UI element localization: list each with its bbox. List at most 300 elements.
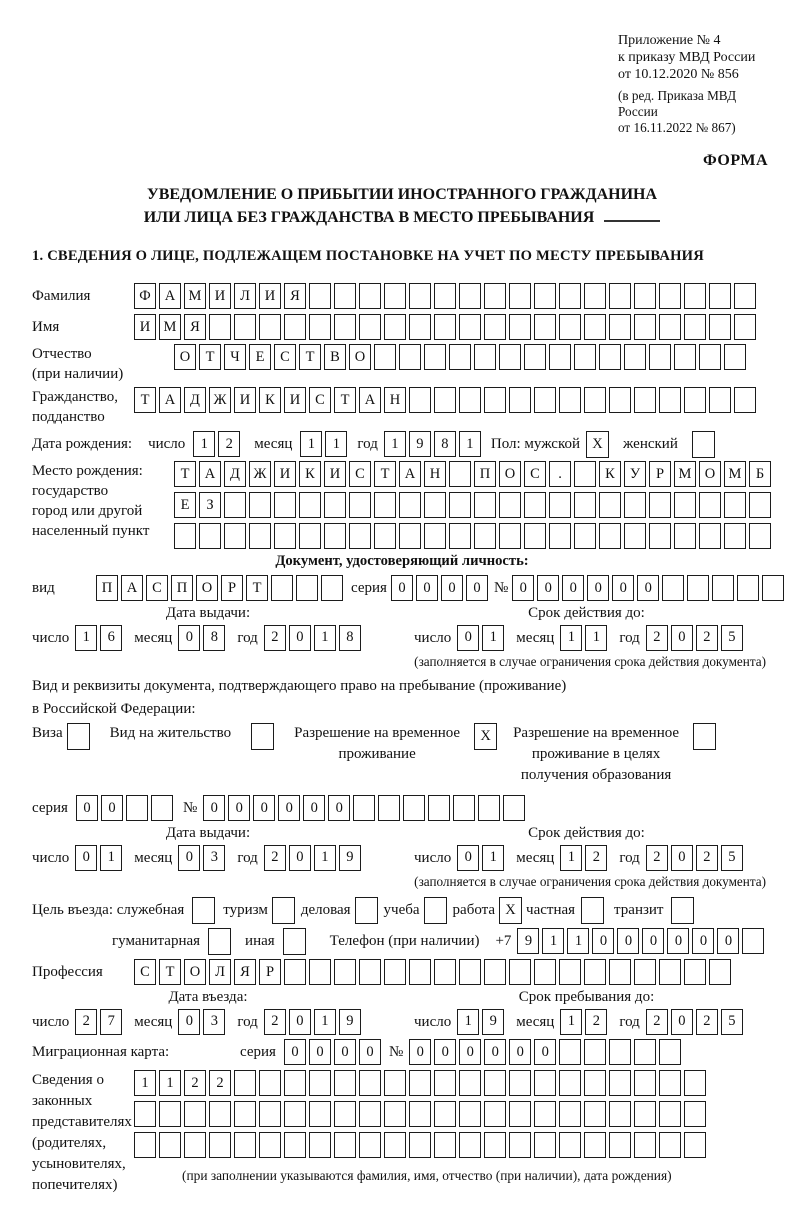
representatives-cells-3-cell-7[interactable] (309, 1132, 331, 1158)
representatives-cells-1-cell-15[interactable] (509, 1070, 531, 1096)
temp-residence-edu-checkbox[interactable] (693, 723, 716, 750)
profession-cells-cell-21[interactable] (659, 959, 681, 985)
citizenship-cells-cell-0[interactable]: Т (134, 387, 156, 413)
birth-month-cells-cell-0[interactable]: 1 (300, 431, 322, 457)
doc-kind-cells[interactable] (96, 575, 343, 601)
representatives-cells-3-cell-6[interactable] (284, 1132, 306, 1158)
stay-day-cells-cell-0[interactable]: 1 (457, 1009, 479, 1035)
doc-series-cells-cell-1[interactable]: 0 (416, 575, 438, 601)
profession-cells-cell-20[interactable] (634, 959, 656, 985)
profession-cells-cell-1[interactable]: Т (159, 959, 181, 985)
citizenship-cells[interactable] (134, 387, 756, 413)
profession-cells-cell-11[interactable] (409, 959, 431, 985)
mig-number-cells-cell-3[interactable]: 0 (484, 1039, 506, 1065)
phone-cells-cell-7[interactable]: 0 (692, 928, 714, 954)
birth-place-cells-1-cell-1[interactable]: А (199, 461, 221, 487)
citizenship-cells-cell-11[interactable] (409, 387, 431, 413)
patronymic-cells-cell-11[interactable] (449, 344, 471, 370)
representatives-cells-2-cell-22[interactable] (684, 1101, 706, 1127)
id-issue-year-cells-cell-1[interactable]: 0 (289, 625, 311, 651)
surname-cells-cell-24[interactable] (734, 283, 756, 309)
given-name-cells-cell-1[interactable]: М (159, 314, 181, 340)
citizenship-cells-cell-2[interactable]: Д (184, 387, 206, 413)
birth-place-cells-1-cell-10[interactable]: Н (424, 461, 446, 487)
profession-cells-cell-8[interactable] (334, 959, 356, 985)
representatives-cells-3-cell-19[interactable] (609, 1132, 631, 1158)
citizenship-cells-cell-7[interactable]: С (309, 387, 331, 413)
res-number-cells-cell-1[interactable]: 0 (228, 795, 250, 821)
entry-day-cells[interactable] (75, 1009, 122, 1035)
citizenship-cells-cell-13[interactable] (459, 387, 481, 413)
representatives-cells-1-cell-8[interactable] (334, 1070, 356, 1096)
birth-place-cells-1-cell-6[interactable]: И (324, 461, 346, 487)
citizenship-cells-cell-4[interactable]: И (234, 387, 256, 413)
res-number-cells-cell-12[interactable] (503, 795, 525, 821)
profession-cells-cell-22[interactable] (684, 959, 706, 985)
patronymic-cells-cell-16[interactable] (574, 344, 596, 370)
birth-place-cells-3-cell-21[interactable] (699, 523, 721, 549)
birth-place-cells-3-cell-18[interactable] (624, 523, 646, 549)
representatives-cells-3-cell-16[interactable] (534, 1132, 556, 1158)
birth-year-cells-cell-3[interactable]: 1 (459, 431, 481, 457)
doc-number-cells-cell-8[interactable] (712, 575, 734, 601)
representatives-cells-3-cell-13[interactable] (459, 1132, 481, 1158)
surname-cells-cell-20[interactable] (634, 283, 656, 309)
phone-cells-cell-5[interactable]: 0 (642, 928, 664, 954)
entry-month-cells-cell-0[interactable]: 0 (178, 1009, 200, 1035)
profession-cells-cell-16[interactable] (534, 959, 556, 985)
birth-place-cells-2-cell-21[interactable] (699, 492, 721, 518)
surname-cells-cell-0[interactable]: Ф (134, 283, 156, 309)
mig-number-cells-cell-9[interactable] (634, 1039, 656, 1065)
phone-cells-cell-1[interactable]: 1 (542, 928, 564, 954)
purpose-tourism-checkbox[interactable] (272, 897, 295, 924)
given-name-cells-cell-2[interactable]: Я (184, 314, 206, 340)
birth-place-cells-1-cell-17[interactable]: К (599, 461, 621, 487)
representatives-cells-3-cell-8[interactable] (334, 1132, 356, 1158)
birth-place-cells-2-cell-23[interactable] (749, 492, 771, 518)
given-name-cells-cell-24[interactable] (734, 314, 756, 340)
stay-month-cells[interactable] (560, 1009, 607, 1035)
doc-number-cells-cell-0[interactable]: 0 (512, 575, 534, 601)
profession-cells-cell-18[interactable] (584, 959, 606, 985)
given-name-cells-cell-23[interactable] (709, 314, 731, 340)
profession-cells-cell-6[interactable] (284, 959, 306, 985)
id-issue-month-cells-cell-0[interactable]: 0 (178, 625, 200, 651)
birth-place-cells-3-cell-0[interactable] (174, 523, 196, 549)
patronymic-cells-cell-5[interactable]: Т (299, 344, 321, 370)
representatives-cells-1-cell-22[interactable] (684, 1070, 706, 1096)
birth-place-cells-2-cell-12[interactable] (474, 492, 496, 518)
profession-cells-cell-15[interactable] (509, 959, 531, 985)
representatives-cells-1-cell-7[interactable] (309, 1070, 331, 1096)
representatives-cells-3-cell-20[interactable] (634, 1132, 656, 1158)
mig-series-cells-cell-0[interactable]: 0 (284, 1039, 306, 1065)
citizenship-cells-cell-10[interactable]: Н (384, 387, 406, 413)
citizenship-cells-cell-19[interactable] (609, 387, 631, 413)
birth-place-cells-2-cell-4[interactable] (274, 492, 296, 518)
patronymic-cells-cell-15[interactable] (549, 344, 571, 370)
mig-number-cells[interactable] (409, 1039, 681, 1065)
representatives-cells-2-cell-12[interactable] (434, 1101, 456, 1127)
entry-year-cells-cell-2[interactable]: 1 (314, 1009, 336, 1035)
profession-cells-cell-9[interactable] (359, 959, 381, 985)
sex-female-checkbox[interactable] (692, 431, 715, 458)
id-valid-day-cells[interactable] (457, 625, 504, 651)
res-issue-month-cells-cell-0[interactable]: 0 (178, 845, 200, 871)
entry-year-cells-cell-3[interactable]: 9 (339, 1009, 361, 1035)
profession-cells-cell-3[interactable]: Л (209, 959, 231, 985)
birth-place-cells-2-cell-22[interactable] (724, 492, 746, 518)
citizenship-cells-cell-14[interactable] (484, 387, 506, 413)
surname-cells-cell-10[interactable] (384, 283, 406, 309)
representatives-cells-3-cell-17[interactable] (559, 1132, 581, 1158)
res-issue-year-cells-cell-0[interactable]: 2 (264, 845, 286, 871)
birth-place-cells-1-cell-13[interactable]: О (499, 461, 521, 487)
representatives-cells-2-cell-0[interactable] (134, 1101, 156, 1127)
birth-place-cells-2-cell-19[interactable] (649, 492, 671, 518)
res-number-cells-cell-10[interactable] (453, 795, 475, 821)
profession-cells[interactable] (134, 959, 731, 985)
birth-place-cells-3-cell-17[interactable] (599, 523, 621, 549)
representatives-cells-1-cell-18[interactable] (584, 1070, 606, 1096)
birth-place-cells-2-cell-7[interactable] (349, 492, 371, 518)
birth-place-cells-3[interactable] (174, 523, 771, 549)
birth-place-cells-1-cell-2[interactable]: Д (224, 461, 246, 487)
id-valid-year-cells[interactable] (646, 625, 743, 651)
surname-cells-cell-9[interactable] (359, 283, 381, 309)
profession-cells-cell-2[interactable]: О (184, 959, 206, 985)
birth-place-cells-3-cell-20[interactable] (674, 523, 696, 549)
representatives-cells-2-cell-9[interactable] (359, 1101, 381, 1127)
citizenship-cells-cell-6[interactable]: И (284, 387, 306, 413)
res-issue-day-cells-cell-0[interactable]: 0 (75, 845, 97, 871)
representatives-cells-1-cell-21[interactable] (659, 1070, 681, 1096)
id-issue-year-cells[interactable] (264, 625, 361, 651)
representatives-cells-1-cell-9[interactable] (359, 1070, 381, 1096)
mig-number-cells-cell-0[interactable]: 0 (409, 1039, 431, 1065)
citizenship-cells-cell-17[interactable] (559, 387, 581, 413)
representatives-cells-3-cell-15[interactable] (509, 1132, 531, 1158)
given-name-cells-cell-11[interactable] (409, 314, 431, 340)
phone-cells-cell-8[interactable]: 0 (717, 928, 739, 954)
res-number-cells-cell-3[interactable]: 0 (278, 795, 300, 821)
doc-kind-cells-cell-6[interactable]: Т (246, 575, 268, 601)
res-number-cells-cell-6[interactable] (353, 795, 375, 821)
phone-cells-cell-9[interactable] (742, 928, 764, 954)
representatives-cells-2-cell-7[interactable] (309, 1101, 331, 1127)
representatives-cells-1-cell-20[interactable] (634, 1070, 656, 1096)
representatives-cells-1-cell-5[interactable] (259, 1070, 281, 1096)
purpose-private-checkbox[interactable] (581, 897, 604, 924)
doc-kind-cells-cell-5[interactable]: Р (221, 575, 243, 601)
profession-cells-cell-12[interactable] (434, 959, 456, 985)
res-valid-month-cells[interactable] (560, 845, 607, 871)
stay-year-cells[interactable] (646, 1009, 743, 1035)
mig-series-cells-cell-3[interactable]: 0 (359, 1039, 381, 1065)
surname-cells-cell-17[interactable] (559, 283, 581, 309)
profession-cells-cell-0[interactable]: С (134, 959, 156, 985)
birth-place-cells-2-cell-13[interactable] (499, 492, 521, 518)
profession-cells-cell-7[interactable] (309, 959, 331, 985)
res-valid-year-cells[interactable] (646, 845, 743, 871)
birth-place-cells-3-cell-19[interactable] (649, 523, 671, 549)
res-valid-year-cells-cell-2[interactable]: 2 (696, 845, 718, 871)
surname-cells-cell-14[interactable] (484, 283, 506, 309)
citizenship-cells-cell-8[interactable]: Т (334, 387, 356, 413)
representatives-cells-2-cell-20[interactable] (634, 1101, 656, 1127)
res-number-cells-cell-0[interactable]: 0 (203, 795, 225, 821)
birth-month-cells-cell-1[interactable]: 1 (325, 431, 347, 457)
citizenship-cells-cell-21[interactable] (659, 387, 681, 413)
birth-place-cells-3-cell-14[interactable] (524, 523, 546, 549)
representatives-cells-2-cell-16[interactable] (534, 1101, 556, 1127)
stay-month-cells-cell-1[interactable]: 2 (585, 1009, 607, 1035)
res-number-cells-cell-5[interactable]: 0 (328, 795, 350, 821)
res-issue-year-cells-cell-2[interactable]: 1 (314, 845, 336, 871)
birth-place-cells-2-cell-0[interactable]: Е (174, 492, 196, 518)
surname-cells-cell-7[interactable] (309, 283, 331, 309)
purpose-other-checkbox[interactable] (283, 928, 306, 955)
birth-year-cells-cell-0[interactable]: 1 (384, 431, 406, 457)
profession-cells-cell-13[interactable] (459, 959, 481, 985)
representatives-cells-3-cell-10[interactable] (384, 1132, 406, 1158)
doc-kind-cells-cell-9[interactable] (321, 575, 343, 601)
representatives-cells-3-cell-4[interactable] (234, 1132, 256, 1158)
birth-place-cells-2-cell-3[interactable] (249, 492, 271, 518)
given-name-cells-cell-0[interactable]: И (134, 314, 156, 340)
visa-checkbox[interactable] (67, 723, 90, 750)
surname-cells[interactable] (134, 283, 756, 309)
id-issue-day-cells[interactable] (75, 625, 122, 651)
given-name-cells-cell-9[interactable] (359, 314, 381, 340)
res-issue-day-cells[interactable] (75, 845, 122, 871)
citizenship-cells-cell-24[interactable] (734, 387, 756, 413)
given-name-cells-cell-19[interactable] (609, 314, 631, 340)
representatives-cells-2-cell-13[interactable] (459, 1101, 481, 1127)
birth-place-cells-3-cell-22[interactable] (724, 523, 746, 549)
stay-year-cells-cell-3[interactable]: 5 (721, 1009, 743, 1035)
purpose-work-checkbox[interactable]: X (499, 897, 522, 924)
mig-number-cells-cell-1[interactable]: 0 (434, 1039, 456, 1065)
surname-cells-cell-6[interactable]: Я (284, 283, 306, 309)
representatives-cells-3-cell-14[interactable] (484, 1132, 506, 1158)
surname-cells-cell-11[interactable] (409, 283, 431, 309)
patronymic-cells-cell-9[interactable] (399, 344, 421, 370)
res-issue-month-cells-cell-1[interactable]: 3 (203, 845, 225, 871)
phone-cells-cell-2[interactable]: 1 (567, 928, 589, 954)
sex-male-checkbox[interactable]: X (586, 431, 609, 458)
res-issue-year-cells-cell-3[interactable]: 9 (339, 845, 361, 871)
res-series-cells-cell-0[interactable]: 0 (76, 795, 98, 821)
id-issue-day-cells-cell-1[interactable]: 6 (100, 625, 122, 651)
id-issue-year-cells-cell-3[interactable]: 8 (339, 625, 361, 651)
citizenship-cells-cell-3[interactable]: Ж (209, 387, 231, 413)
mig-series-cells[interactable] (284, 1039, 381, 1065)
birth-place-cells-2-cell-15[interactable] (549, 492, 571, 518)
birth-place-cells-2-cell-9[interactable] (399, 492, 421, 518)
doc-series-cells-cell-0[interactable]: 0 (391, 575, 413, 601)
birth-place-cells-3-cell-23[interactable] (749, 523, 771, 549)
given-name-cells-cell-8[interactable] (334, 314, 356, 340)
given-name-cells-cell-18[interactable] (584, 314, 606, 340)
birth-place-cells-1-cell-18[interactable]: У (624, 461, 646, 487)
patronymic-cells-cell-12[interactable] (474, 344, 496, 370)
id-valid-month-cells-cell-1[interactable]: 1 (585, 625, 607, 651)
birth-place-cells-3-cell-15[interactable] (549, 523, 571, 549)
given-name-cells-cell-22[interactable] (684, 314, 706, 340)
phone-cells-cell-0[interactable]: 9 (517, 928, 539, 954)
given-name-cells[interactable] (134, 314, 756, 340)
birth-place-cells-3-cell-7[interactable] (349, 523, 371, 549)
res-valid-month-cells-cell-1[interactable]: 2 (585, 845, 607, 871)
given-name-cells-cell-14[interactable] (484, 314, 506, 340)
patronymic-cells-cell-3[interactable]: Е (249, 344, 271, 370)
res-issue-month-cells[interactable] (178, 845, 225, 871)
id-valid-month-cells-cell-0[interactable]: 1 (560, 625, 582, 651)
birth-place-cells-3-cell-11[interactable] (449, 523, 471, 549)
representatives-cells-1-cell-3[interactable]: 2 (209, 1070, 231, 1096)
birth-place-cells-1-cell-22[interactable]: М (724, 461, 746, 487)
res-number-cells-cell-2[interactable]: 0 (253, 795, 275, 821)
citizenship-cells-cell-9[interactable]: А (359, 387, 381, 413)
representatives-cells-2-cell-8[interactable] (334, 1101, 356, 1127)
surname-cells-cell-12[interactable] (434, 283, 456, 309)
birth-place-cells-2-cell-14[interactable] (524, 492, 546, 518)
phone-cells-cell-6[interactable]: 0 (667, 928, 689, 954)
birth-place-cells-1-cell-9[interactable]: А (399, 461, 421, 487)
citizenship-cells-cell-20[interactable] (634, 387, 656, 413)
representatives-cells-1-cell-11[interactable] (409, 1070, 431, 1096)
doc-series-cells-cell-2[interactable]: 0 (441, 575, 463, 601)
patronymic-cells-cell-21[interactable] (699, 344, 721, 370)
id-issue-day-cells-cell-0[interactable]: 1 (75, 625, 97, 651)
birth-day-cells[interactable] (193, 431, 240, 457)
birth-place-cells-2-cell-1[interactable]: З (199, 492, 221, 518)
birth-place-cells-1-cell-7[interactable]: С (349, 461, 371, 487)
doc-kind-cells-cell-2[interactable]: С (146, 575, 168, 601)
res-number-cells-cell-8[interactable] (403, 795, 425, 821)
profession-cells-cell-4[interactable]: Я (234, 959, 256, 985)
birth-place-cells-2-cell-17[interactable] (599, 492, 621, 518)
patronymic-cells-cell-2[interactable]: Ч (224, 344, 246, 370)
surname-cells-cell-19[interactable] (609, 283, 631, 309)
birth-place-cells-2-cell-20[interactable] (674, 492, 696, 518)
res-series-cells-cell-1[interactable]: 0 (101, 795, 123, 821)
representatives-cells-1[interactable] (134, 1070, 706, 1096)
res-number-cells-cell-11[interactable] (478, 795, 500, 821)
birth-place-cells-3-cell-4[interactable] (274, 523, 296, 549)
surname-cells-cell-8[interactable] (334, 283, 356, 309)
doc-number-cells-cell-6[interactable] (662, 575, 684, 601)
doc-number-cells-cell-3[interactable]: 0 (587, 575, 609, 601)
representatives-cells-3-cell-3[interactable] (209, 1132, 231, 1158)
birth-place-cells-1-cell-23[interactable]: Б (749, 461, 771, 487)
doc-number-cells-cell-2[interactable]: 0 (562, 575, 584, 601)
id-valid-day-cells-cell-1[interactable]: 1 (482, 625, 504, 651)
given-name-cells-cell-20[interactable] (634, 314, 656, 340)
res-valid-year-cells-cell-3[interactable]: 5 (721, 845, 743, 871)
mig-series-cells-cell-1[interactable]: 0 (309, 1039, 331, 1065)
doc-kind-cells-cell-4[interactable]: О (196, 575, 218, 601)
mig-number-cells-cell-6[interactable] (559, 1039, 581, 1065)
birth-place-cells-3-cell-6[interactable] (324, 523, 346, 549)
id-issue-year-cells-cell-0[interactable]: 2 (264, 625, 286, 651)
surname-cells-cell-18[interactable] (584, 283, 606, 309)
given-name-cells-cell-21[interactable] (659, 314, 681, 340)
id-issue-month-cells[interactable] (178, 625, 225, 651)
birth-place-cells-1-cell-11[interactable] (449, 461, 471, 487)
stay-day-cells[interactable] (457, 1009, 504, 1035)
birth-place-cells-1-cell-16[interactable] (574, 461, 596, 487)
representatives-cells-3[interactable] (134, 1132, 706, 1158)
representatives-cells-3-cell-11[interactable] (409, 1132, 431, 1158)
birth-place-cells-1-cell-12[interactable]: П (474, 461, 496, 487)
profession-cells-cell-10[interactable] (384, 959, 406, 985)
res-number-cells-cell-7[interactable] (378, 795, 400, 821)
doc-number-cells-cell-9[interactable] (737, 575, 759, 601)
birth-day-cells-cell-1[interactable]: 2 (218, 431, 240, 457)
doc-kind-cells-cell-7[interactable] (271, 575, 293, 601)
given-name-cells-cell-17[interactable] (559, 314, 581, 340)
doc-number-cells-cell-1[interactable]: 0 (537, 575, 559, 601)
representatives-cells-2[interactable] (134, 1101, 706, 1127)
representatives-cells-3-cell-9[interactable] (359, 1132, 381, 1158)
id-valid-year-cells-cell-1[interactable]: 0 (671, 625, 693, 651)
doc-number-cells-cell-10[interactable] (762, 575, 784, 601)
phone-cells-cell-3[interactable]: 0 (592, 928, 614, 954)
res-number-cells-cell-4[interactable]: 0 (303, 795, 325, 821)
birth-place-cells-2-cell-16[interactable] (574, 492, 596, 518)
res-valid-year-cells-cell-1[interactable]: 0 (671, 845, 693, 871)
representatives-cells-2-cell-6[interactable] (284, 1101, 306, 1127)
residence-permit-checkbox[interactable] (251, 723, 274, 750)
citizenship-cells-cell-23[interactable] (709, 387, 731, 413)
given-name-cells-cell-12[interactable] (434, 314, 456, 340)
surname-cells-cell-1[interactable]: А (159, 283, 181, 309)
stay-day-cells-cell-1[interactable]: 9 (482, 1009, 504, 1035)
surname-cells-cell-16[interactable] (534, 283, 556, 309)
birth-place-cells-1-cell-19[interactable]: Р (649, 461, 671, 487)
representatives-cells-1-cell-1[interactable]: 1 (159, 1070, 181, 1096)
birth-year-cells-cell-2[interactable]: 8 (434, 431, 456, 457)
entry-month-cells[interactable] (178, 1009, 225, 1035)
purpose-business-checkbox[interactable] (355, 897, 378, 924)
birth-day-cells-cell-0[interactable]: 1 (193, 431, 215, 457)
representatives-cells-1-cell-13[interactable] (459, 1070, 481, 1096)
birth-place-cells-3-cell-8[interactable] (374, 523, 396, 549)
representatives-cells-3-cell-22[interactable] (684, 1132, 706, 1158)
doc-number-cells[interactable] (512, 575, 784, 601)
purpose-study-checkbox[interactable] (424, 897, 447, 924)
id-valid-day-cells-cell-0[interactable]: 0 (457, 625, 479, 651)
birth-place-cells-3-cell-13[interactable] (499, 523, 521, 549)
citizenship-cells-cell-15[interactable] (509, 387, 531, 413)
doc-number-cells-cell-5[interactable]: 0 (637, 575, 659, 601)
representatives-cells-2-cell-4[interactable] (234, 1101, 256, 1127)
birth-place-cells-3-cell-9[interactable] (399, 523, 421, 549)
id-issue-year-cells-cell-2[interactable]: 1 (314, 625, 336, 651)
entry-year-cells-cell-0[interactable]: 2 (264, 1009, 286, 1035)
representatives-cells-1-cell-4[interactable] (234, 1070, 256, 1096)
doc-kind-cells-cell-0[interactable]: П (96, 575, 118, 601)
representatives-cells-2-cell-5[interactable] (259, 1101, 281, 1127)
mig-number-cells-cell-8[interactable] (609, 1039, 631, 1065)
representatives-cells-3-cell-5[interactable] (259, 1132, 281, 1158)
surname-cells-cell-3[interactable]: И (209, 283, 231, 309)
birth-place-cells-2-cell-8[interactable] (374, 492, 396, 518)
birth-year-cells[interactable] (384, 431, 481, 457)
